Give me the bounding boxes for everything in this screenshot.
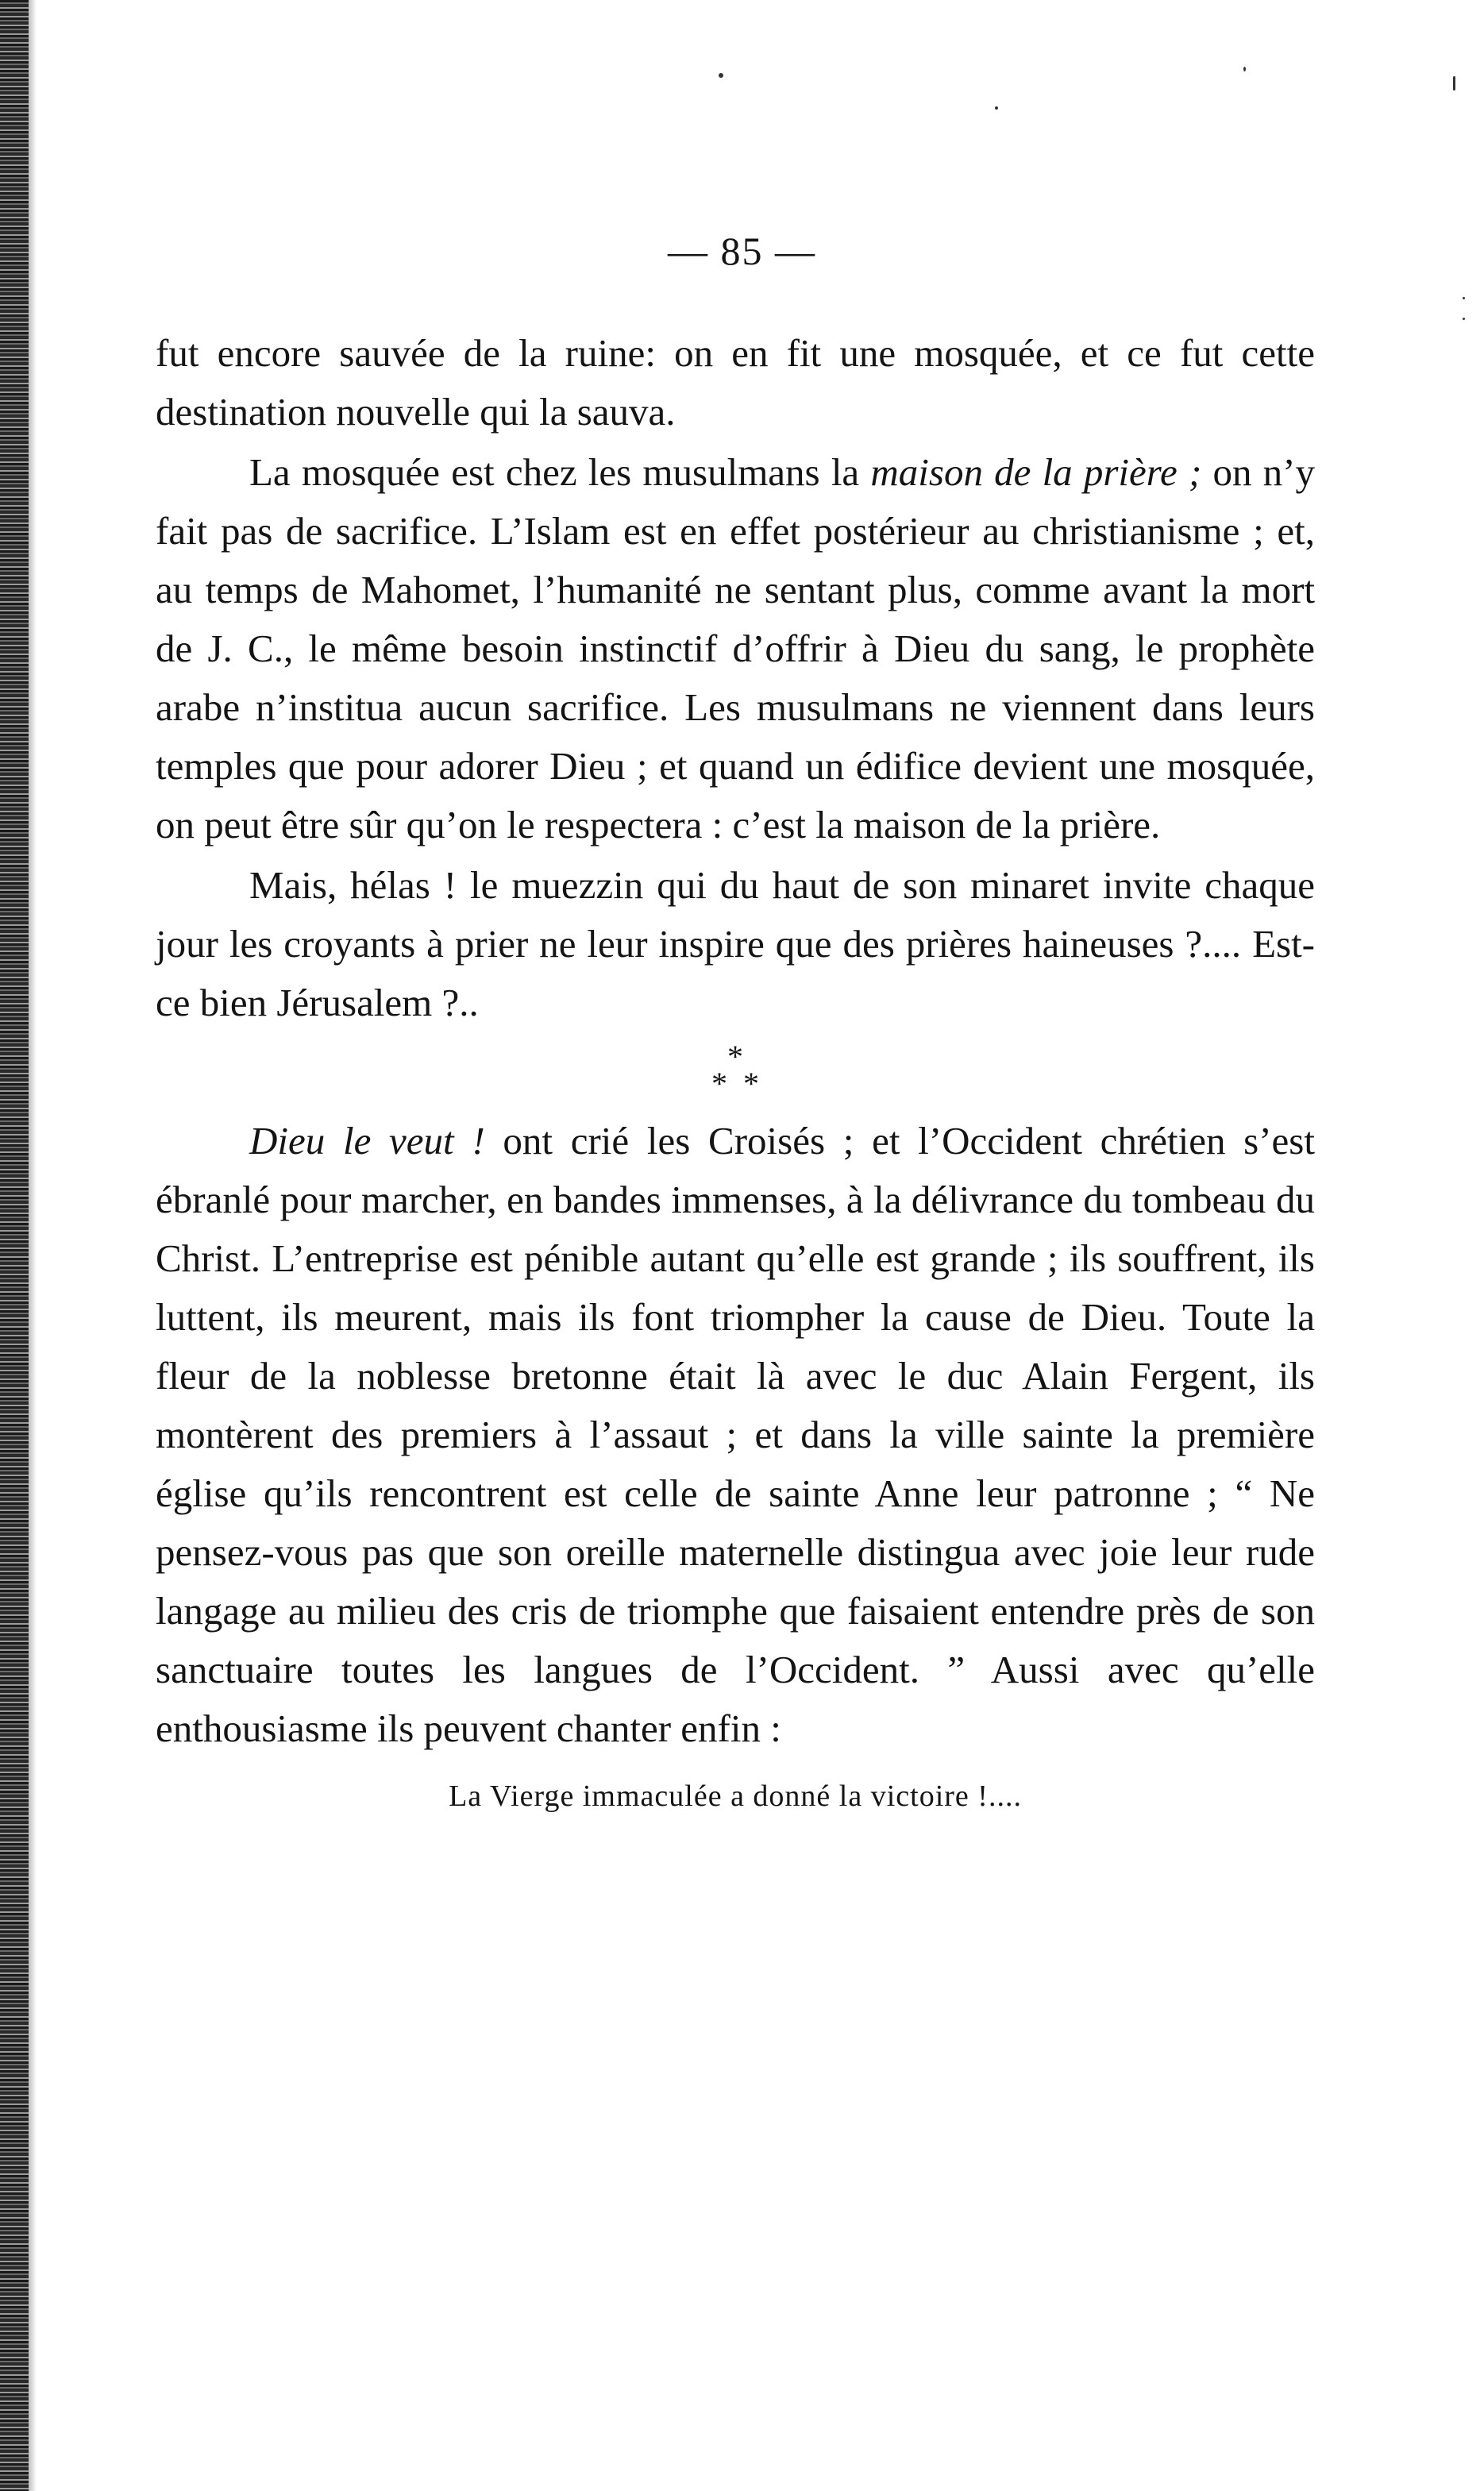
- paper-speck: [1453, 76, 1455, 91]
- paragraphs-before-separator: [156, 324, 1315, 1032]
- asterism-top-star: *: [727, 1039, 743, 1074]
- asterism-bottom-stars: **: [711, 1066, 775, 1101]
- text-segment: La mosquée est chez les musulmans la: [249, 450, 871, 494]
- book-binding-edge: [0, 0, 29, 2491]
- paragraphs-after-separator: [156, 1112, 1315, 1758]
- paragraph: [156, 856, 1315, 1032]
- text-segment: ont crié les Croisés ; et l’Occident chrétien s’est ébranlé pour marcher, en bandes immenses, à la délivrance du tombeau du Christ. L’entreprise est pénible autant qu’elle est grande ; ils souffrent, ils luttent, ils meurent, mais ils font triompher la cause de Dieu. Toute la fleur de la noblesse bretonne était là avec le duc Alain Fergent, ils montèrent des premiers à l’assaut ; et dans la ville sainte la première église qu’ils rencontrent est celle de sainte Anne leur patronne ; “ Ne pensez-vous pas que son oreille maternelle distingua avec joie leur rude langage au milieu des cris de triomphe que faisaient entendre près de son sanctuaire toutes les langues de l’Occident. ” Aussi avec qu’elle enthousiasme ils peuvent chanter enfin :: [156, 1119, 1315, 1750]
- closing-verse-line: La Vierge immaculée a donné la victoire !....: [449, 1780, 1022, 1813]
- text-segment: Mais, hélas ! le muezzin qui du haut de son minaret invite chaque jour les croyants à prier ne leur inspire que des prières haineuses ?.... Est-ce bien Jérusalem ?..: [156, 863, 1315, 1024]
- text-segment: on n’y fait pas de sacrifice. L’Islam est en effet postérieur au christianisme ; et, au temps de Mahomet, l’humanité ne sentant plus, comme avant la mort de J. C., le même besoin instinctif d’offrir à Dieu du sang, le prophète arabe n’institua aucun sacrifice. Les musulmans ne viennent dans leurs temples que pour adorer Dieu ; et quand un édifice devient une mosquée, on peut être sûr qu’on le respectera : c’est la maison de la prière.: [156, 450, 1316, 846]
- italic-text-segment: Dieu le veut !: [249, 1119, 485, 1163]
- italic-text-segment: maison de la prière ;: [870, 450, 1202, 494]
- paper-speck: [995, 106, 998, 110]
- page-number: — 85 —: [668, 229, 816, 273]
- paragraph: [156, 1112, 1315, 1758]
- paper-speck: [1463, 318, 1465, 320]
- section-separator-asterism: [156, 1039, 1315, 1107]
- paragraph: [156, 443, 1315, 854]
- text-segment: fut encore sauvée de la ruine: on en fit une mosquée, et ce fut cette destination nouvelle qui la sauva.: [156, 331, 1315, 434]
- paper-speck: [719, 73, 723, 78]
- paper-speck: [1243, 67, 1246, 71]
- page-body: [156, 324, 1315, 1820]
- paper-speck: [1463, 297, 1465, 299]
- paragraph: [156, 324, 1315, 442]
